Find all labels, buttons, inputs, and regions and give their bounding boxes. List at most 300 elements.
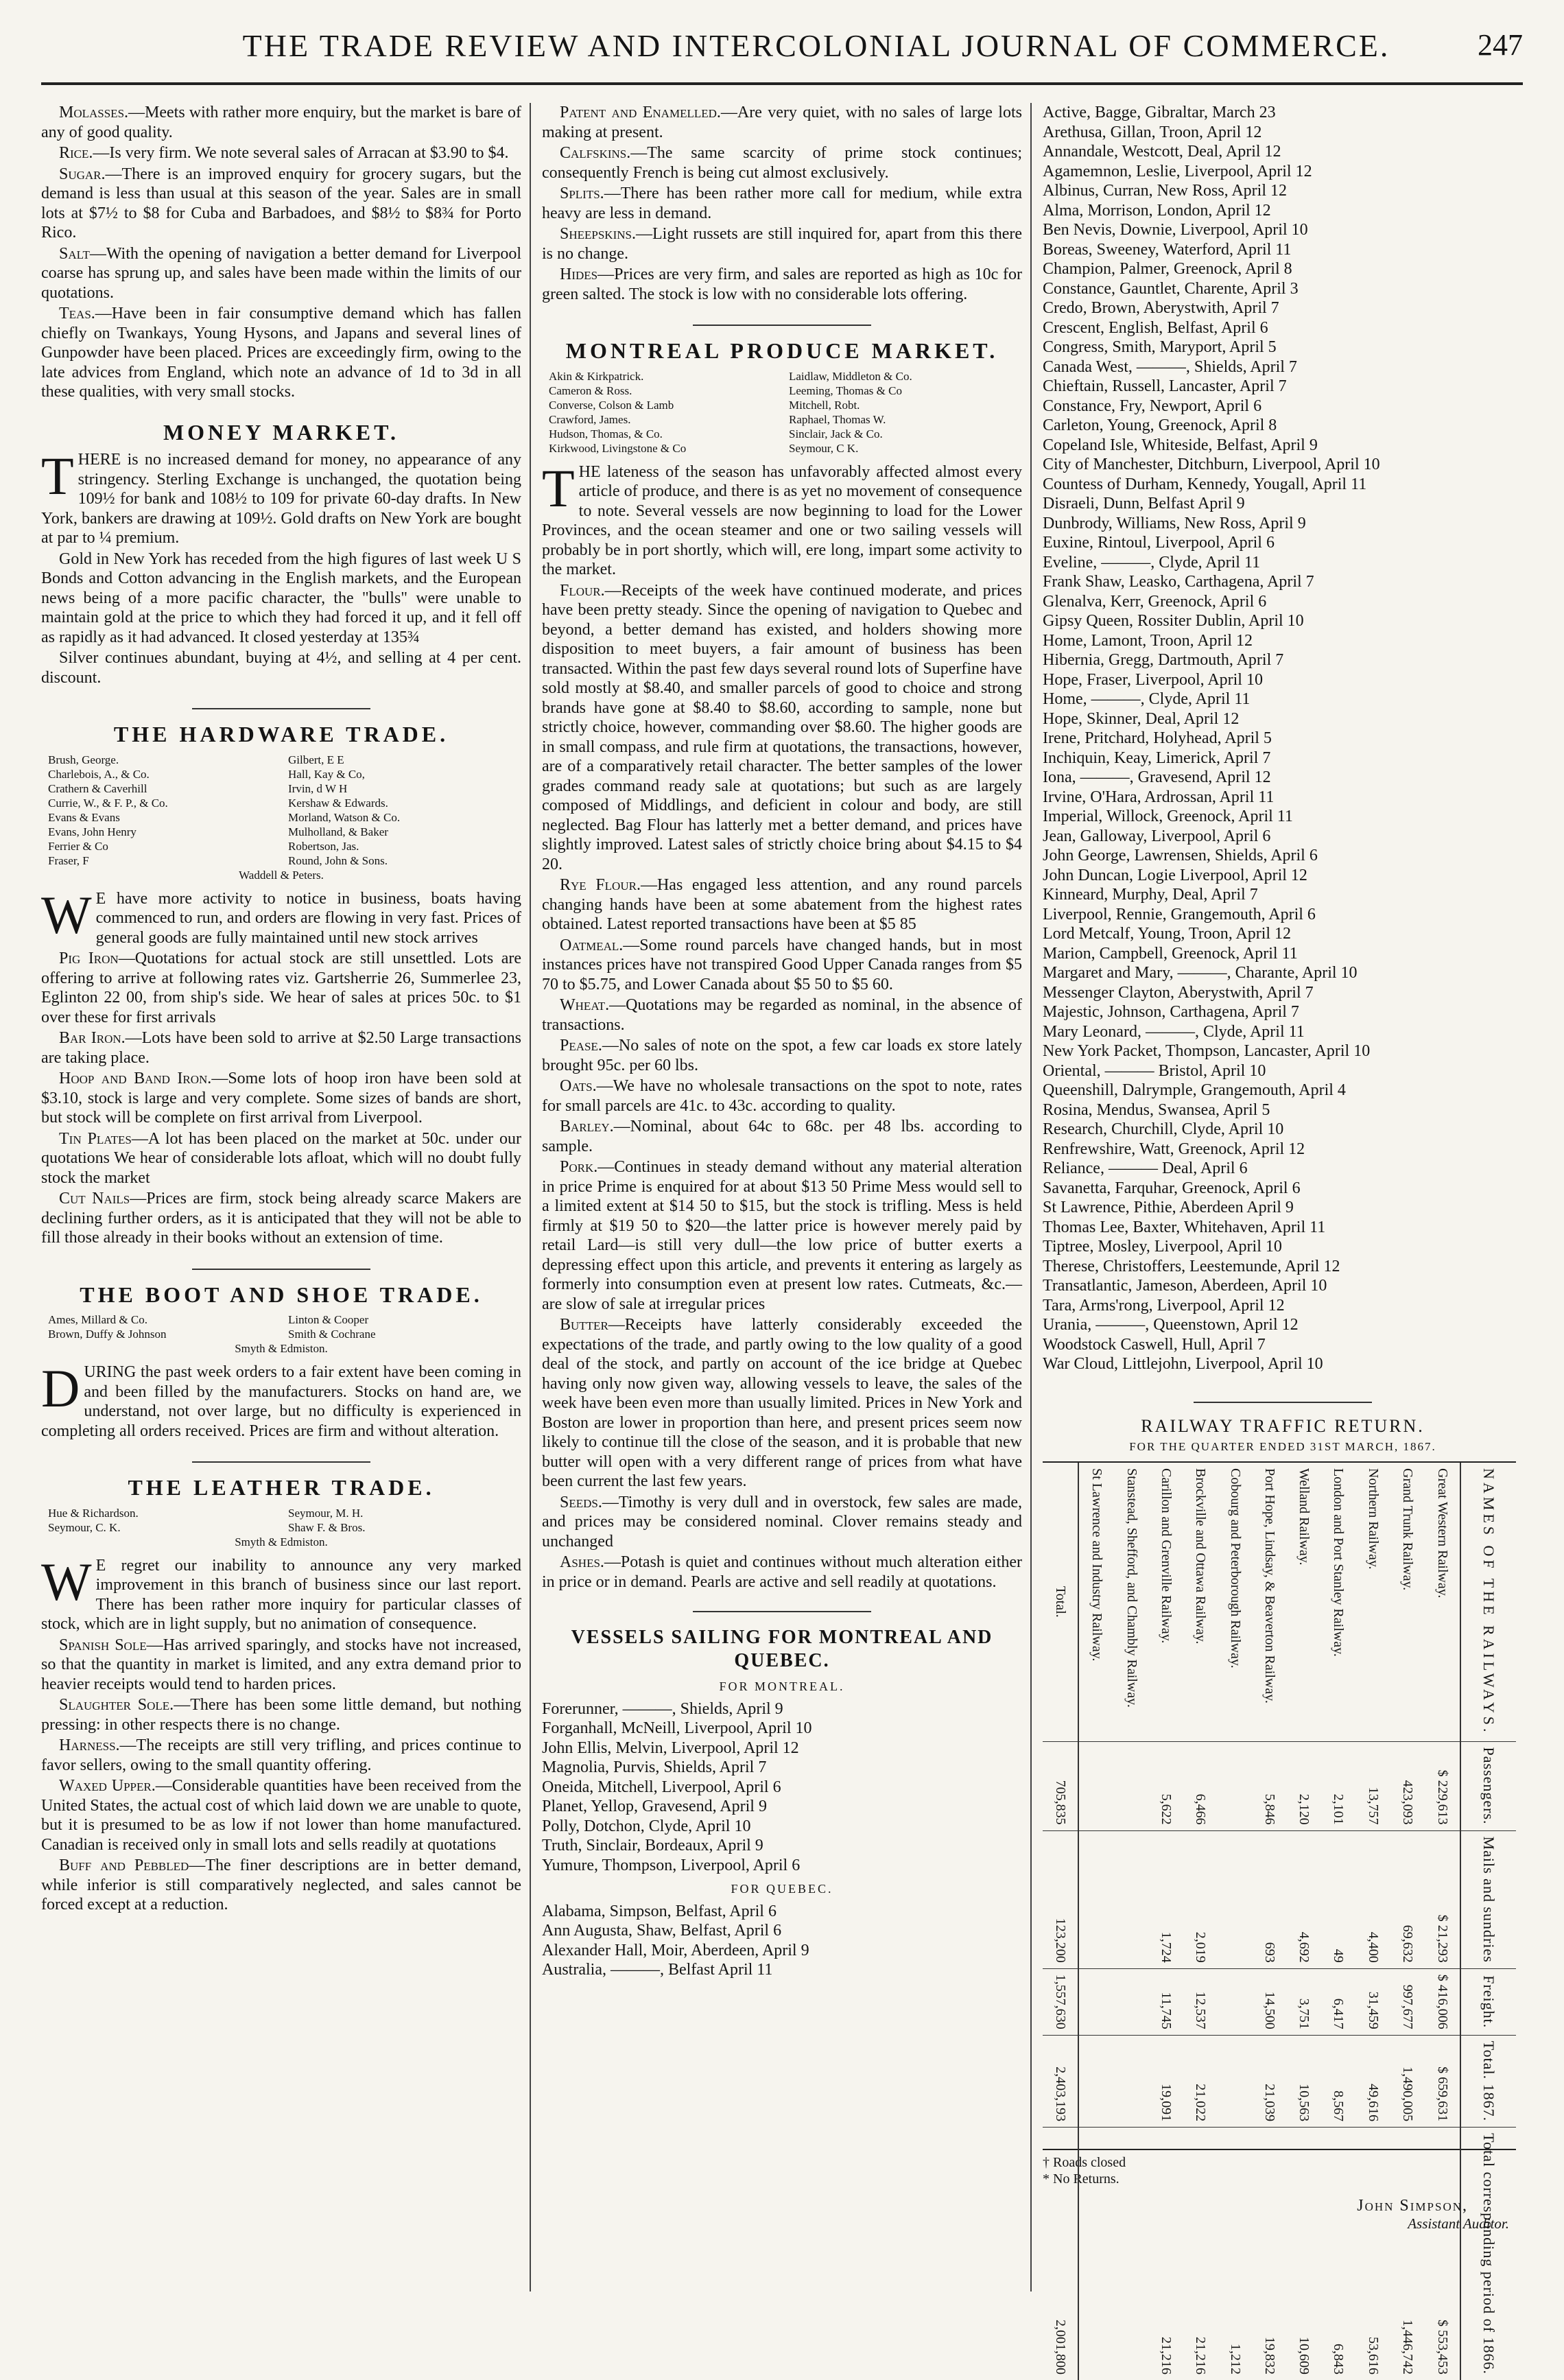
market-item bbox=[41, 1636, 521, 1695]
directory-entry: Brush, George. bbox=[48, 753, 119, 766]
directory-entry: Mitchell, Robt. bbox=[789, 398, 860, 412]
railway-value: 69,632 bbox=[1390, 1830, 1425, 1968]
directory-entry: Morland, Watson & Co. bbox=[288, 810, 401, 824]
railway-row bbox=[1390, 1463, 1425, 2380]
hardware-directory bbox=[48, 753, 514, 882]
directory-entry: Kershaw & Edwards. bbox=[288, 796, 388, 810]
directory-entry: Akin & Kirkpatrick. bbox=[549, 369, 644, 383]
railway-value: 21,216 bbox=[1183, 2127, 1218, 2380]
railway-value: 997,677 bbox=[1390, 1968, 1425, 2035]
vessel-entry: Frank Shaw, Leasko, Carthagena, April 7 bbox=[1043, 573, 1314, 591]
vessel-entry: Disraeli, Dunn, Belfast April 9 bbox=[1043, 495, 1245, 512]
column-rule bbox=[1030, 103, 1032, 2291]
item-text: —With the opening of navigation a better demand for Liverpool coarse has sprung up, and sales have been made within the limits of our quotations. bbox=[41, 244, 521, 302]
hardware-paragraph: W E have more activity to notice in business, boats having commenced to run, and orders are flowing in very fast. Prices of general goods are fully maintained until new stock arrives bbox=[41, 884, 521, 947]
item-text: —No sales of note on the spot, a few car loads ex store lately brought 95c. per 60 lbs. bbox=[542, 1037, 1022, 1074]
vessel-entry: Planet, Yellop, Gravesend, April 9 bbox=[542, 1798, 767, 1815]
item-lead: Teas. bbox=[59, 305, 95, 322]
railway-value bbox=[1114, 2127, 1148, 2380]
directory-entry: Mulholland, & Baker bbox=[288, 825, 388, 838]
item-text: —Some lots of hoop iron have been sold at $3.10, stock is large and very complete. Some sizes of bands are short, but stock will be complete on first arrival from Liverpool. bbox=[41, 1070, 521, 1127]
railway-value: 3,751 bbox=[1287, 1968, 1321, 2035]
railway-value: 2,120 bbox=[1287, 1741, 1321, 1830]
produce-directory bbox=[549, 369, 1015, 456]
vessel-entry: Kinneard, Murphy, Deal, April 7 bbox=[1043, 886, 1258, 904]
item-lead: Sheepskins. bbox=[560, 225, 636, 243]
railway-total-label: Total. bbox=[1043, 1463, 1078, 1741]
item-text: —Continues in steady demand without any material alteration in price Prime is enquired for at about $13 50 Prime Mess would sell to a limited extent at $14 50 to $15, but the stock is trifling. Mess is held firmly at $19 50 to $20—the latter price is however merely paid by retail Lard—is still very dull—the low price of butter exerts a depressing effect upon this article, and prevents it entering as largely as formerly into consumption even at present low rates. Cutmeats, &c.—are slow of sale at irregular prices bbox=[542, 1158, 1022, 1313]
subheading-montreal: FOR MONTREAL. bbox=[719, 1680, 845, 1693]
item-text: —Quotations may be regarded as nominal, in the absence of transactions. bbox=[542, 996, 1022, 1034]
railway-row bbox=[1183, 1463, 1218, 2380]
directory-entry: Cameron & Ross. bbox=[549, 384, 632, 397]
railway-value: 4,400 bbox=[1355, 1830, 1390, 1968]
vessel-entry: Champion, Palmer, Greenock, April 8 bbox=[1043, 260, 1292, 278]
market-item bbox=[41, 1189, 521, 1248]
vessel-entry: John Duncan, Logie Liverpool, April 12 bbox=[1043, 866, 1307, 884]
item-text: —Has arrived sparingly, and stocks have not increased, so that the quantity in market is limited, and any extra demand prior to heavier receipts would tend to harden prices. bbox=[41, 1636, 521, 1693]
market-item bbox=[542, 1315, 1022, 1492]
directory-entry: Crawford, James. bbox=[549, 412, 631, 426]
item-text: —Lots have been sold to arrive at $2.50 Large transactions are taking place. bbox=[41, 1029, 521, 1067]
directory-entry: Converse, Colson & Lamb bbox=[549, 398, 674, 412]
vessel-entry: Liverpool, Rennie, Grangemouth, April 6 bbox=[1043, 905, 1316, 923]
directory-entry: Hue & Richardson. bbox=[48, 1506, 139, 1520]
railway-name: St Lawrence and Industry Railway. bbox=[1078, 1463, 1114, 1741]
vessel-entry: Oneida, Mitchell, Liverpool, April 6 bbox=[542, 1778, 781, 1796]
vessel-entry: Reliance, ——— Deal, April 6 bbox=[1043, 1159, 1248, 1177]
item-lead: Buff and Pebbled bbox=[59, 1857, 189, 1874]
vessel-entry: John Ellis, Melvin, Liverpool, April 12 bbox=[542, 1739, 799, 1757]
vessel-entry: Chieftain, Russell, Lancaster, April 7 bbox=[1043, 377, 1287, 395]
railway-value: 5,622 bbox=[1149, 1741, 1183, 1830]
railway-name: Great Western Railway. bbox=[1425, 1463, 1460, 1741]
market-item bbox=[542, 103, 1022, 142]
item-text: —There has been some little demand, but nothing pressing: in other respects there is no change. bbox=[41, 1696, 521, 1734]
item-text: —Nominal, about 64c to 68c. per 48 lbs. according to sample. bbox=[542, 1118, 1022, 1155]
item-lead: Splits. bbox=[560, 185, 604, 202]
item-text: —The same scarcity of prime stock continues; consequently French is being cut almost exclusively. bbox=[542, 144, 1022, 182]
market-item bbox=[542, 875, 1022, 934]
vessel-entry: Gipsy Queen, Rossiter Dublin, April 10 bbox=[1043, 612, 1304, 630]
drop-cap: W bbox=[41, 1551, 92, 1612]
railway-value: 1,490,005 bbox=[1390, 2035, 1425, 2127]
item-lead: Pig Iron bbox=[59, 950, 119, 967]
item-lead: Patent and Enamelled. bbox=[560, 104, 721, 121]
vessel-entry: Forganhall, McNeill, Liverpool, April 10 bbox=[542, 1719, 812, 1737]
railway-name: Northern Railway. bbox=[1355, 1463, 1390, 1741]
railway-value: 11,745 bbox=[1149, 1968, 1183, 2035]
railway-value: 12,537 bbox=[1183, 1968, 1218, 2035]
montreal-vessel-list bbox=[542, 1699, 1022, 1876]
directory-entry: Seymour, C K. bbox=[789, 441, 859, 455]
market-item bbox=[41, 1129, 521, 1188]
railway-value bbox=[1078, 2035, 1114, 2127]
railway-heading: RAILWAY TRAFFIC RETURN. bbox=[1043, 1402, 1523, 1437]
market-item bbox=[542, 265, 1022, 304]
directory-entry: Laidlaw, Middleton & Co. bbox=[789, 369, 912, 383]
directory-entry: Gilbert, E E bbox=[288, 753, 344, 766]
railway-row bbox=[1287, 1463, 1321, 2380]
railway-row bbox=[1078, 1463, 1114, 2380]
railway-value: 53,616 bbox=[1355, 2127, 1390, 2380]
vessel-entry: Constance, Fry, Newport, April 6 bbox=[1043, 397, 1262, 415]
railway-value: $ 21,293 bbox=[1425, 1830, 1460, 1968]
directory-entry: Linton & Cooper bbox=[288, 1313, 369, 1326]
vessel-entry: Glenalva, Kerr, Greenock, April 6 bbox=[1043, 592, 1267, 611]
vessel-entry: Eveline, ———, Clyde, April 11 bbox=[1043, 553, 1261, 572]
subheading-quebec: FOR QUEBEC. bbox=[731, 1882, 833, 1896]
railway-value: 1,212 bbox=[1218, 2127, 1252, 2380]
signature-name: John Simpson, bbox=[1357, 2196, 1468, 2215]
vessel-entry: Polly, Dotchon, Clyde, April 10 bbox=[542, 1817, 751, 1835]
railway-value bbox=[1218, 1741, 1252, 1830]
item-text: —Receipts of the week have continued moderate, and prices have been pretty steady. Since the opening of navigation to Quebec and beyond, a better demand has existed, and holders showing more disposition to meet buyers, a fair amount of business has been transacted. Within the past few days several round lots of Superfine have sold mostly at $8.40, and smaller parcels of good to choice and strong brands have gone at $8.40 to $8.60, according to sample, none but strictly choice, however, commanding over $8.60. The higher goods are in small compass, and rule firm at quotations, the transactions, however, are of a comparatively retail character. The better samples of the lower grades command ready sale at quotations; but such as are largely composed of Middlings, and deficient in colour and body, are still neglected. Bag Flour has latterly met a better demand, and prices have slightly improved. Latest sales of strictly choice bring about $4.15 to $4 20. bbox=[542, 581, 1022, 873]
market-item bbox=[542, 184, 1022, 223]
railway-value: 4,692 bbox=[1287, 1830, 1321, 1968]
market-item bbox=[41, 1856, 521, 1915]
directory-entry: Charlebois, A., & Co. bbox=[48, 767, 150, 781]
item-lead: Oats. bbox=[560, 1077, 597, 1095]
market-item bbox=[41, 1028, 521, 1068]
railway-column-header: Total corresponding period of 1866. bbox=[1460, 2127, 1516, 2380]
vessel-entry: Copeland Isle, Whiteside, Belfast, April 9 bbox=[1043, 436, 1318, 454]
railway-value: 31,459 bbox=[1355, 1968, 1390, 2035]
railway-value bbox=[1114, 1830, 1148, 1968]
item-text: —Meets with rather more enquiry, but the market is bare of any of good quality. bbox=[41, 104, 521, 141]
market-item bbox=[542, 1036, 1022, 1075]
railway-note: * No Returns. bbox=[1043, 2171, 1119, 2187]
market-item bbox=[41, 1069, 521, 1128]
vessel-entry: Crescent, English, Belfast, April 6 bbox=[1043, 318, 1268, 337]
railway-value: 2,019 bbox=[1183, 1830, 1218, 1968]
vessel-entry: Home, ———, Clyde, April 11 bbox=[1043, 690, 1251, 708]
vessel-entry: Active, Bagge, Gibraltar, March 23 bbox=[1043, 104, 1276, 121]
vessel-entry: Rosina, Mendus, Swansea, April 5 bbox=[1043, 1100, 1270, 1119]
item-text: —Has engaged less attention, and any round parcels changing hands have been at some abatement from the highest rates obtained. Latest reported transactions have been at $5 85 bbox=[542, 876, 1023, 933]
vessel-entry: Imperial, Willock, Greenock, April 11 bbox=[1043, 808, 1293, 825]
vessel-entry: Dunbrody, Williams, New Ross, April 9 bbox=[1043, 514, 1306, 532]
vessel-entry: John George, Lawrensen, Shields, April 6 bbox=[1043, 847, 1318, 864]
railway-value: 1,724 bbox=[1149, 1830, 1183, 1968]
directory-entry: Ferrier & Co bbox=[48, 839, 108, 853]
railway-value: 6,843 bbox=[1321, 2127, 1355, 2380]
market-item bbox=[542, 1553, 1022, 1592]
railway-row bbox=[1252, 1463, 1286, 2380]
vessel-entry: Transatlantic, Jameson, Aberdeen, April 10 bbox=[1043, 1277, 1327, 1295]
market-item bbox=[542, 1076, 1022, 1116]
railway-value: 13,757 bbox=[1355, 1741, 1390, 1830]
leather-directory bbox=[48, 1506, 514, 1549]
grocery-notes bbox=[41, 103, 521, 402]
railway-total-value: 2,403,193 bbox=[1043, 2035, 1078, 2127]
item-lead: Butter bbox=[560, 1316, 608, 1334]
item-lead: Seeds. bbox=[560, 1493, 602, 1511]
railway-name: London and Port Stanley Railway. bbox=[1321, 1463, 1355, 1741]
market-item bbox=[41, 244, 521, 303]
item-text: —There is an improved enquiry for grocery sugars, but the demand is less than usual at this season of the year. Sales are in small lots at $7½ to $8 for Cuba and Barbadoes, and $8½ to $8¾ for Porto Rico. bbox=[41, 165, 521, 241]
item-text: —Timothy is very dull and in overstock, few sales are made, and prices may be considered nominal. Clover remains steady and unchanged bbox=[542, 1493, 1022, 1551]
railway-name: Welland Railway. bbox=[1287, 1463, 1321, 1741]
item-lead: Rice. bbox=[59, 144, 93, 162]
vessel-entry: Queenshill, Dalrymple, Grangemouth, April 4 bbox=[1043, 1081, 1346, 1099]
item-text: —We have no wholesale transactions on the spot to note, rates for small parcels are 41c. to 43c. according to quality. bbox=[542, 1077, 1022, 1115]
directory-entry: Fraser, F bbox=[48, 853, 89, 867]
railway-total-row bbox=[1043, 1463, 1078, 2380]
railway-note: † Roads closed bbox=[1043, 2154, 1126, 2170]
vessel-entry: Constance, Gauntlet, Charente, April 3 bbox=[1043, 279, 1299, 298]
directory-entry: Seymour, C. K. bbox=[48, 1520, 121, 1534]
item-text: —Light russets are still inquired for, apart from this there is no change. bbox=[542, 225, 1022, 263]
vessel-entry: Hibernia, Gregg, Dartmouth, April 7 bbox=[1043, 651, 1284, 669]
market-item bbox=[41, 1776, 521, 1854]
item-lead: Barley. bbox=[560, 1118, 614, 1135]
item-lead: Spanish Sole bbox=[59, 1636, 147, 1654]
vessel-entry: Messenger Clayton, Aberystwith, April 7 bbox=[1043, 983, 1314, 1002]
railway-table-body bbox=[1043, 1463, 1460, 2380]
railway-value: 21,039 bbox=[1252, 2035, 1286, 2127]
directory-entry: Hall, Kay & Co, bbox=[288, 767, 365, 781]
directory-entry: Crathern & Caverhill bbox=[48, 781, 147, 795]
item-text: —Have been in fair consumptive demand which has fallen chiefly on Twankays, Young Hysons, and Japans and several lines of Gunpowder have been placed. Prices are exceedingly firm, owing to the late advices from England, which note an advance of 1d to 3d in all these qualities, with very small stocks. bbox=[41, 305, 521, 401]
market-item bbox=[542, 1493, 1022, 1552]
vessel-entry: Alma, Morrison, London, April 12 bbox=[1043, 201, 1271, 220]
directory-entry: Seymour, M. H. bbox=[288, 1506, 364, 1520]
section-heading-hardware: THE HARDWARE TRADE. bbox=[41, 708, 521, 744]
directory-entry: Sinclair, Jack & Co. bbox=[789, 427, 883, 440]
railway-value bbox=[1114, 1968, 1148, 2035]
directory-entry: Evans, John Henry bbox=[48, 825, 137, 838]
item-lead: Pork. bbox=[560, 1158, 598, 1176]
market-item bbox=[41, 1736, 521, 1775]
railway-value bbox=[1078, 1830, 1114, 1968]
item-lead: Ashes. bbox=[560, 1553, 604, 1571]
vessel-entry: Thomas Lee, Baxter, Whitehaven, April 11 bbox=[1043, 1218, 1326, 1236]
directory-entry: Waddell & Peters. bbox=[239, 868, 324, 882]
railway-value: 8,567 bbox=[1321, 2035, 1355, 2127]
market-item bbox=[542, 1157, 1022, 1314]
railway-value: 21,022 bbox=[1183, 2035, 1218, 2127]
railway-value: 49 bbox=[1321, 1830, 1355, 1968]
railway-row bbox=[1321, 1463, 1355, 2380]
item-lead: Slaughter Sole. bbox=[59, 1696, 174, 1714]
leather-paragraph: W E regret our inability to announce any very marked improvement in this branch of business since our last report. There has been rather more inquiry for particular classes of stock, which are in light supply, but no animation of consequence. bbox=[41, 1551, 521, 1633]
item-lead: Molasses. bbox=[59, 104, 129, 121]
directory-entry: Kirkwood, Livingstone & Co bbox=[549, 441, 687, 455]
item-text: —Are very quiet, with no sales of large lots making at present. bbox=[542, 104, 1022, 141]
railway-value: 14,500 bbox=[1252, 1968, 1286, 2035]
vessel-entry: Magnolia, Purvis, Shields, April 7 bbox=[542, 1758, 767, 1776]
market-item bbox=[542, 224, 1022, 263]
vessel-entry: Alabama, Simpson, Belfast, April 6 bbox=[542, 1902, 777, 1920]
vessel-entry: Credo, Brown, Aberystwith, April 7 bbox=[1043, 299, 1279, 317]
railway-value: $ 416,006 bbox=[1425, 1968, 1460, 2035]
vessel-entry: War Cloud, Littlejohn, Liverpool, April 10 bbox=[1043, 1355, 1323, 1373]
boot-directory bbox=[48, 1312, 514, 1356]
vessel-entry: Countess of Durham, Kennedy, Yougall, April 11 bbox=[1043, 475, 1367, 493]
railway-value bbox=[1114, 1741, 1148, 1830]
railway-value bbox=[1218, 1830, 1252, 1968]
leather-items bbox=[41, 1636, 521, 1915]
railway-row bbox=[1425, 1463, 1460, 2380]
item-lead: Flour. bbox=[560, 581, 605, 600]
quebec-vessel-list bbox=[542, 1902, 1022, 1980]
item-text: —The finer descriptions are in better demand, while inferior is still comparatively neglected, and sales cannot be forced except at a reduction. bbox=[41, 1857, 522, 1913]
vessel-entry: Mary Leonard, ———, Clyde, April 11 bbox=[1043, 1022, 1305, 1041]
railway-value bbox=[1078, 1968, 1114, 2035]
railway-value: 423,093 bbox=[1390, 1741, 1425, 1830]
directory-entry: Currie, W., & F. P., & Co. bbox=[48, 796, 168, 810]
item-lead: Waxed Upper. bbox=[59, 1777, 156, 1795]
railway-value bbox=[1218, 1968, 1252, 2035]
directory-entry: Hudson, Thomas, & Co. bbox=[549, 427, 663, 440]
railway-value: $ 229,613 bbox=[1425, 1741, 1460, 1830]
vessel-entry: Tiptree, Mosley, Liverpool, April 10 bbox=[1043, 1238, 1282, 1256]
vessel-entry: Renfrewshire, Watt, Greenock, April 12 bbox=[1043, 1140, 1305, 1158]
vessel-entry: Carleton, Young, Greenock, April 8 bbox=[1043, 416, 1277, 434]
vessel-entry: Ann Augusta, Shaw, Belfast, April 6 bbox=[542, 1922, 782, 1940]
vessel-entry: Australia, ———, Belfast April 11 bbox=[542, 1961, 773, 1979]
railway-row bbox=[1355, 1463, 1390, 2380]
directory-entry: Robertson, Jas. bbox=[288, 839, 359, 853]
market-item bbox=[542, 143, 1022, 182]
item-text: —Prices are firm, stock being already scarce Makers are declining further orders, as it is anticipated that they will not be able to fill those already in their books without an extension of time. bbox=[41, 1190, 521, 1247]
railway-value: 10,563 bbox=[1287, 2035, 1321, 2127]
railway-table-header bbox=[1460, 1463, 1516, 2380]
market-item bbox=[542, 581, 1022, 875]
directory-entry: Leeming, Thomas & Co bbox=[789, 384, 902, 397]
item-text: —Prices are very firm, and sales are reported as high as 10c for green salted. The stock is low with no considerable lots offering. bbox=[542, 266, 1022, 303]
vessel-entry: Research, Churchill, Clyde, April 10 bbox=[1043, 1120, 1284, 1138]
item-text: —There has been rather more call for medium, while extra heavy are less in demand. bbox=[542, 185, 1022, 222]
directory-entry: Smyth & Edmiston. bbox=[235, 1342, 328, 1355]
item-lead: Tin Plates bbox=[59, 1129, 132, 1148]
vessel-entry: Agamemnon, Leslie, Liverpool, April 12 bbox=[1043, 162, 1312, 180]
railway-value: 2,101 bbox=[1321, 1741, 1355, 1830]
vessel-entry: Urania, ———, Queenstown, April 12 bbox=[1043, 1316, 1299, 1334]
market-item bbox=[542, 936, 1022, 995]
item-lead: Hoop and Band Iron. bbox=[59, 1070, 212, 1087]
directory-entry: Ames, Millard & Co. bbox=[48, 1313, 147, 1326]
market-item bbox=[542, 1117, 1022, 1156]
item-lead: Salt bbox=[59, 244, 90, 263]
railway-value: 5,846 bbox=[1252, 1741, 1286, 1830]
drop-cap: T bbox=[41, 446, 74, 506]
vessel-entry: Irvine, O'Hara, Ardrossan, April 11 bbox=[1043, 788, 1275, 806]
item-lead: Bar Iron. bbox=[59, 1029, 126, 1047]
vessel-entry: Congress, Smith, Maryport, April 5 bbox=[1043, 338, 1277, 356]
railway-value bbox=[1078, 1741, 1114, 1830]
vessel-entry: Canada West, ———, Shields, April 7 bbox=[1043, 357, 1297, 376]
section-heading-vessels: VESSELS SAILING FOR MONTREAL AND QUEBEC. bbox=[542, 1611, 1022, 1673]
item-lead: Hides bbox=[560, 266, 598, 283]
vessel-entry: Truth, Sinclair, Bordeaux, April 9 bbox=[542, 1837, 763, 1854]
railway-value: 49,616 bbox=[1355, 2035, 1390, 2127]
drop-cap: D bbox=[41, 1358, 80, 1418]
item-text: —Is very firm. We note several sales of Arracan at $3.90 to $4. bbox=[93, 144, 509, 162]
railway-row bbox=[1114, 1463, 1148, 2380]
railway-value: 693 bbox=[1252, 1830, 1286, 1968]
market-item bbox=[542, 995, 1022, 1035]
produce-paragraph: THE lateness of the season has unfavorably affected almost every article of produce, and there is as yet no movement of consequence to note. Several vessels are now beginning to load for the Lower Provinces, and the ocean steamer and one or two sailing vessels will probably be in port shortly, which will, ere long, impart some activity to the market. bbox=[542, 458, 1022, 578]
vessel-entry: Irene, Pritchard, Holyhead, April 5 bbox=[1043, 729, 1272, 747]
railway-value bbox=[1078, 2127, 1114, 2380]
vessel-entry: Albinus, Curran, New Ross, April 12 bbox=[1043, 182, 1287, 200]
section-heading-produce: MONTREAL PRODUCE MARKET. bbox=[542, 325, 1022, 361]
railway-name: Brockville and Ottawa Railway. bbox=[1183, 1463, 1218, 1741]
item-lead: Wheat. bbox=[560, 996, 610, 1014]
railway-row bbox=[1218, 1463, 1252, 2380]
vessel-entry: Jean, Galloway, Liverpool, April 6 bbox=[1043, 827, 1271, 845]
money-paragraph: THERE is no increased demand for money, no appearance of any stringency. Sterling Exchange is unchanged, the quotation being 109½ for bank and 108½ to 109 for private 60-day drafts. In New York, bankers are drawing at 109½. Gold drafts on New York are bought at par to ¼ premium. bbox=[41, 446, 521, 547]
journal-title: THE TRADE REVIEW AND INTERCOLONIAL JOURNAL OF COMMERCE. bbox=[242, 28, 1390, 63]
vessel-entry: Marion, Campbell, Greenock, April 11 bbox=[1043, 944, 1298, 963]
vessel-entry: Alexander Hall, Moir, Aberdeen, April 9 bbox=[542, 1941, 809, 1959]
railway-name: Grand Trunk Railway. bbox=[1390, 1463, 1425, 1741]
vessel-entry: New York Packet, Thompson, Lancaster, April 10 bbox=[1043, 1042, 1371, 1060]
railway-name: Stanstead, Shefford, and Chambly Railway. bbox=[1114, 1463, 1148, 1741]
railway-column-header: Total. 1867. bbox=[1460, 2035, 1516, 2127]
market-item bbox=[41, 165, 521, 243]
vessel-entry: Boreas, Sweeney, Waterford, April 11 bbox=[1043, 240, 1292, 259]
directory-entry: Brown, Duffy & Johnson bbox=[48, 1328, 167, 1341]
railway-total-value: 1,557,630 bbox=[1043, 1968, 1078, 2035]
railway-name: Cobourg and Peterborough Railway. bbox=[1218, 1463, 1252, 1741]
railway-value: 1,446,742 bbox=[1390, 2127, 1425, 2380]
drop-cap: T bbox=[542, 458, 575, 518]
railway-value: 19,832 bbox=[1252, 2127, 1286, 2380]
item-text: —Receipts have latterly considerably exceeded the expectations of the trade, and partly owing to the low quality of a good deal of the stock, and partly on account of the ice bridge at Quebec having only now given way, allowing vessels to leave, the sales of the week have been even more than usually limited. Prices in New York and Boston are lower in proportion than here, and present prices seem now likely to continue till the close of the season, and it is probable that new butter will open with a very different range of prices from what have been current the last few years. bbox=[542, 1316, 1022, 1490]
column-1 bbox=[41, 103, 521, 2298]
vessel-entry: Yumure, Thompson, Liverpool, April 6 bbox=[542, 1856, 801, 1874]
railway-value: 6,417 bbox=[1321, 1968, 1355, 2035]
vessel-entry: City of Manchester, Ditchburn, Liverpool, April 10 bbox=[1043, 456, 1380, 473]
railway-value bbox=[1114, 2035, 1148, 2127]
railway-value: $ 553,453 bbox=[1425, 2127, 1460, 2380]
column-2 bbox=[542, 103, 1022, 2298]
section-heading-leather: THE LEATHER TRADE. bbox=[41, 1461, 521, 1498]
boot-paragraph: DURING the past week orders to a fair extent have been coming in and been filled by the manufacturers. Stocks on hand are, we understand, not over large, but no difficulty is experienced in completing all orders received. Prices are firm and without alteration. bbox=[41, 1358, 521, 1440]
railway-value: 6,466 bbox=[1183, 1741, 1218, 1830]
vessel-entry: Oriental, ——— Bristol, April 10 bbox=[1043, 1061, 1266, 1080]
railway-total-value: 2,001,800 bbox=[1043, 2127, 1078, 2380]
railway-value: 19,091 bbox=[1149, 2035, 1183, 2127]
item-lead: Sugar. bbox=[59, 165, 106, 183]
vessel-entry: Tara, Arms'rong, Liverpool, April 12 bbox=[1043, 1296, 1285, 1315]
item-text: —Quotations for actual stock are still unsettled. Lots are offering to arrive at following rates viz. Gartsherrie 26, Summerlee 23, Eglinton 22 00, from ship's side. We hear of sales at prices 50c. to $1 over these for first arrivals bbox=[41, 950, 521, 1026]
column-rule bbox=[530, 103, 531, 2291]
vessel-entry: Savanetta, Farquhar, Greenock, April 6 bbox=[1043, 1179, 1301, 1197]
vessel-entry: Lord Metcalf, Young, Troon, April 12 bbox=[1043, 925, 1292, 943]
directory-entry: Shaw F. & Bros. bbox=[288, 1520, 366, 1534]
vessel-entry: Hope, Fraser, Liverpool, April 10 bbox=[1043, 670, 1263, 689]
vessel-entry: Euxine, Rintoul, Liverpool, April 6 bbox=[1043, 534, 1275, 552]
vessel-entry: St Lawrence, Pithie, Aberdeen April 9 bbox=[1043, 1199, 1294, 1216]
money-paragraph: Gold in New York has receded from the high figures of last week U S Bonds and Cotton advancing in the English markets, and the European news being of a more pacific character, the "bulls" were unable to maintain gold at the price to which they had forced it up, and it fell off as rapidly as it had advanced. It closed yesterday at 135¾ bbox=[41, 550, 521, 646]
section-heading-boot: THE BOOT AND SHOE TRADE. bbox=[41, 1269, 521, 1305]
directory-entry: Raphael, Thomas W. bbox=[789, 412, 886, 426]
railway-name: Port Hope, Lindsay, & Beaverton Railway. bbox=[1252, 1463, 1286, 1741]
vessel-entry: Iona, ———, Gravesend, April 12 bbox=[1043, 768, 1271, 786]
vessel-entry: Home, Lamont, Troon, April 12 bbox=[1043, 631, 1253, 650]
item-lead: Pease. bbox=[560, 1037, 602, 1054]
directory-entry: Smyth & Edmiston. bbox=[235, 1535, 328, 1548]
page-number: 247 bbox=[1478, 28, 1523, 62]
leather-continued bbox=[542, 103, 1022, 304]
vessel-entry: Hope, Skinner, Deal, April 12 bbox=[1043, 709, 1240, 728]
item-lead: Harness. bbox=[59, 1736, 120, 1754]
directory-entry: Irvin, d W H bbox=[288, 781, 348, 795]
